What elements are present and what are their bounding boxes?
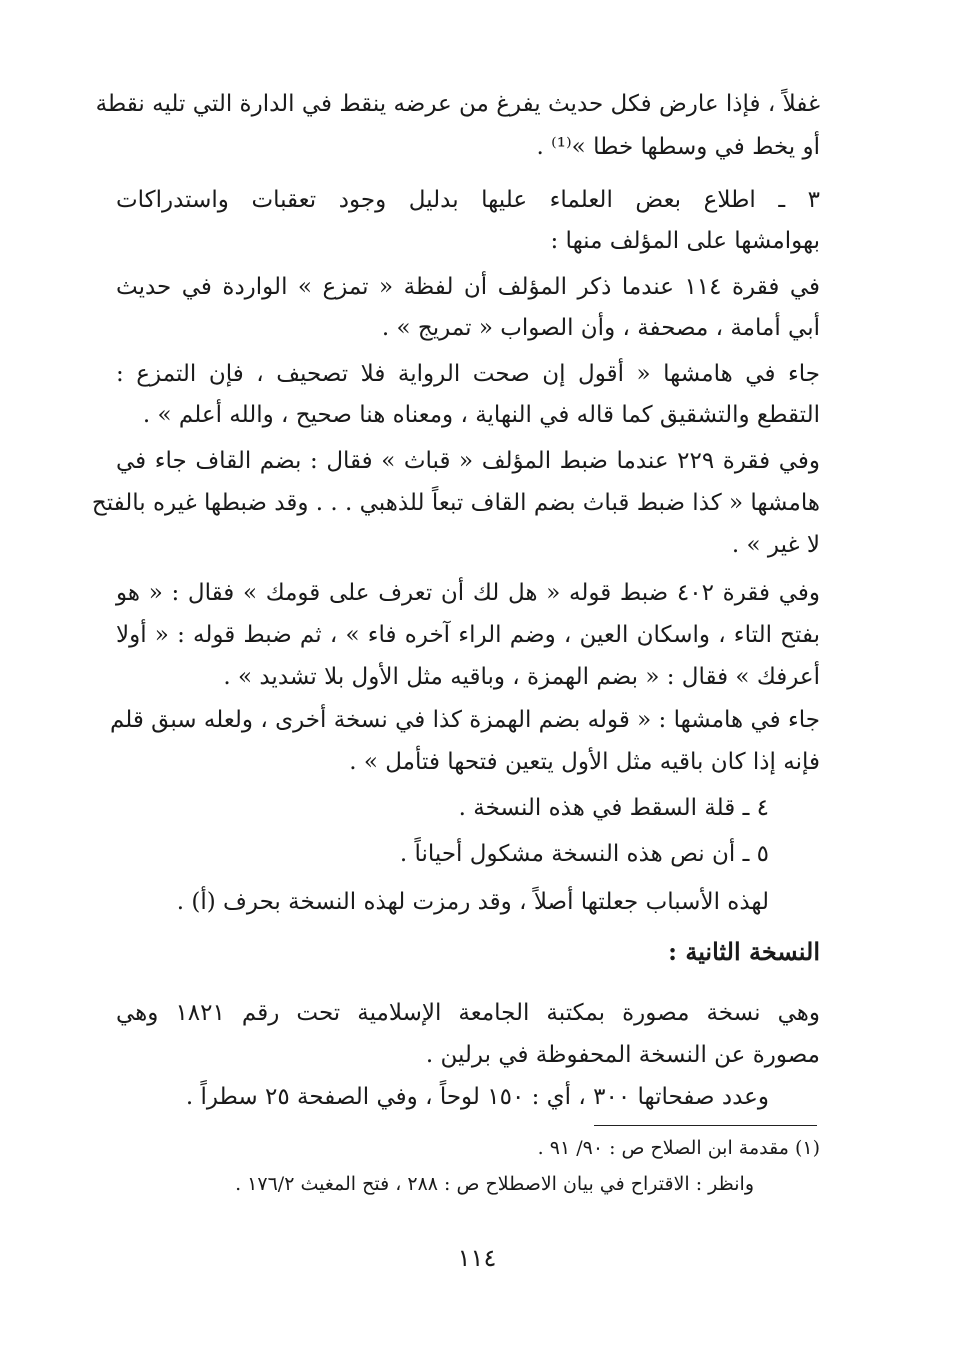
body-line: بهوامشها على المؤلف منها : [550, 228, 820, 254]
body-line: وفي فقرة ٤٠٢ ضبط قوله « هل لك أن تعرف على قومك » فقال : « هو [116, 580, 820, 606]
body-line: أو يخط في وسطها خطا »⁽¹⁾ . [536, 134, 820, 160]
body-line: لهذه الأسباب جعلتها أصلاً ، وقد رمزت لهذه النسخة بحرف (أ) . [176, 889, 769, 915]
footnote: (١) مقدمة ابن الصلاح ص : ٩٠/ ٩١ . [537, 1137, 820, 1159]
body-line: التقطع والتشقيق كما قاله في النهاية ، ومعناه هنا صحيح ، والله أعلم » . [142, 402, 820, 428]
body-line: ٣ ـ اطلاع بعض العلماء عليها بدليل وجود تعقبات واستدراكات [116, 187, 820, 213]
body-line: وهي نسخة مصورة بمكتبة الجامعة الإسلامية تحت رقم ١٨٢١ وهي [116, 1000, 820, 1026]
body-line: أبي أمامة ، مصحفة ، وأن الصواب « تمريج » . [381, 315, 820, 341]
body-line: هامشها « كذا ضبط قباث بضم القاف تبعاً للذهبي . . . وقد ضبطها غيره بالفتح [91, 490, 820, 516]
body-line: في فقرة ١١٤ عندما ذكر المؤلف أن لفظة « تمزع » الواردة في حديث [116, 274, 820, 300]
footnote: وانظر : الاقتراح في بيان الاصطلاح ص : ٢٨٨ ، فتح المغيث ١٧٦/٢ . [235, 1173, 754, 1195]
page-number: ١١٤ [457, 1244, 497, 1272]
body-line: جاء في هامشها « أقول إن صحت الرواية فلا تصحيف ، فإن التمزع : [116, 361, 820, 387]
body-line: أعرفك » فقال : « بضم الهمزة ، وباقيه مثل الأول بلا تشديد » . [223, 664, 820, 690]
body-line: وعدد صفحاتها ٣٠٠ ، أي : ١٥٠ لوحاً ، وفي الصفحة ٢٥ سطراً . [185, 1084, 769, 1110]
body-line: غفلاً ، فإذا عارض فكل حديث يفرغ من عرضه ينقط في الدارة التي تليه نقطة [95, 91, 820, 117]
section-heading: النسخة الثانية : [668, 937, 820, 966]
list-item: ٤ ـ قلة السقط في هذه النسخة . [458, 795, 769, 821]
list-item: ٥ ـ أن نص هذه النسخة مشكول أحياناً . [399, 841, 769, 867]
body-line: جاء في هامشها : « قوله بضم الهمزة كذا في نسخة أخرى ، ولعله سبق قلم [109, 707, 820, 733]
body-line: لا غير » . [731, 532, 820, 558]
body-line: بفتح التاء ، واسكان العين ، وضم الراء آخره فاء » ، ثم ضبط قوله : « أولا [116, 622, 820, 648]
body-line: وفي فقرة ٢٢٩ عندما ضبط المؤلف « قباث » فقال : بضم القاف جاء في [116, 448, 820, 474]
footnote-divider [594, 1125, 817, 1126]
body-line: فإنه إذا كان باقيه مثل الأول يتعين فتحها فتأمل » . [349, 749, 820, 775]
body-line: مصورة عن النسخة المحفوظة في برلين . [425, 1042, 820, 1068]
